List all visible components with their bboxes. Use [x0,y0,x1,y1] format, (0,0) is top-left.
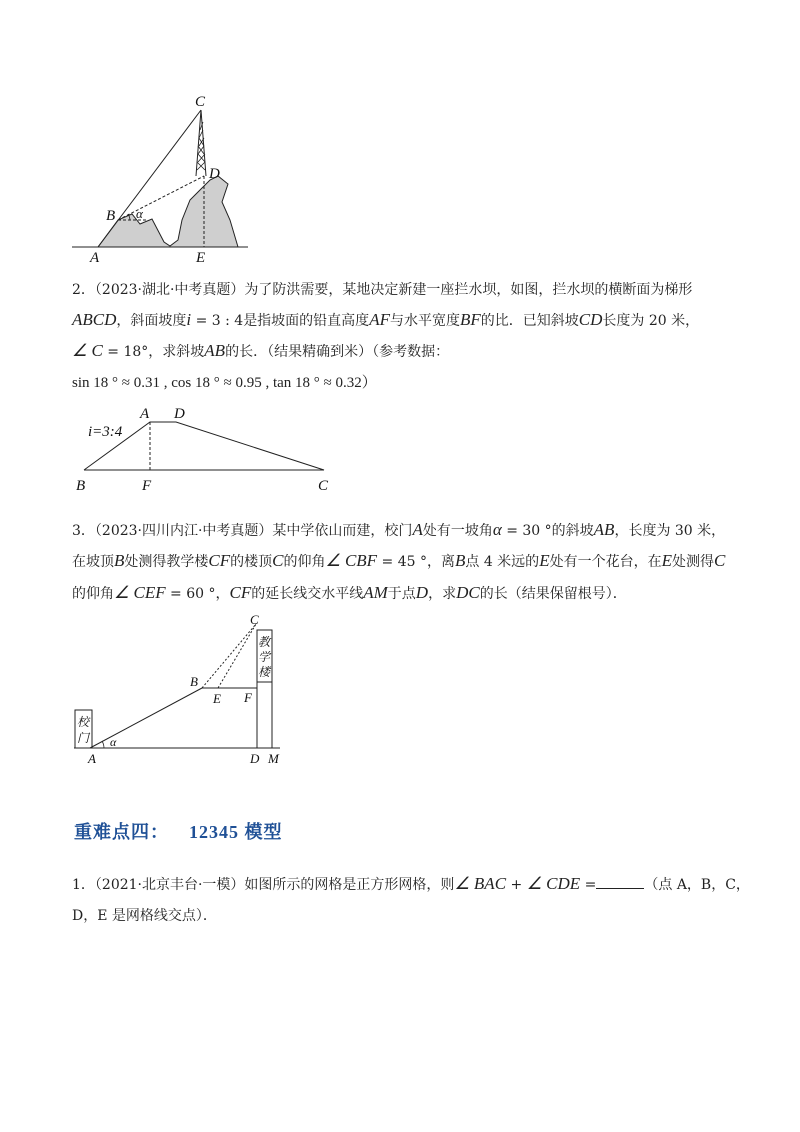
figure-dam [72,402,342,494]
tower-left [196,110,201,176]
problem2-line4: sin 18 ° ≈ 0.31 , cos 18 ° ≈ 0.95 , tan 18 ° ≈ 0.32） [72,375,377,391]
problem3-line3 [72,585,627,602]
text-AB: AB [204,341,226,360]
text-A: A [412,520,423,539]
label-A: A [88,751,96,766]
problem3-line2 [72,553,725,570]
text-DC: DC [456,583,480,602]
text-seg: 处测得 [671,554,714,570]
angle-arc [102,741,104,748]
text-seg: ，斜面坡度 [116,313,187,329]
building-char-2: 学 [258,650,271,664]
text-seg: 处测得教学楼 [124,554,209,570]
text-AM: AM [363,583,388,602]
heading-title: 12345 模型 [189,822,283,842]
text-seg: = [580,877,597,893]
label-D: D [174,406,185,422]
text-seg: = 18°，求斜坡 [102,344,205,360]
problem3-line1 [72,522,725,539]
text-angle-CEF: ∠ CEF [114,583,166,602]
section-heading [74,818,283,844]
text-ABCD: ABCD [72,310,117,329]
text-seg: = 30 °的斜坡 [501,523,594,539]
text-D: D [415,583,429,602]
label-B: B [76,478,86,494]
figure-tower-hill [70,92,250,267]
gate-char-2: 门 [77,731,90,745]
text-seg: 的延长线交水平线 [251,586,364,602]
problem2-line2 [72,312,699,329]
label-alpha: α [136,206,143,221]
heading-label: 重难点四： [74,822,169,843]
text-CF: CF [208,551,231,570]
label-F: F [244,690,252,705]
figure-school [70,610,300,770]
text-seg: 处有一个花台，在 [549,554,662,570]
label-A: A [140,406,150,422]
text-B: B [114,551,125,570]
label-M: M [268,751,279,766]
text-seg: 3．（2023·四川内江·中考真题）某中学依山而建，校门 [72,523,413,539]
text-C: C [272,551,284,570]
text-seg: 的仰角 [283,554,326,570]
text-seg: = 60 °， [165,586,230,602]
label-E: E [213,691,221,706]
text-seg: 的仰角 [72,586,114,602]
text-CD: CD [578,310,603,329]
label-alpha: α [110,735,117,749]
text-E: E [539,551,550,570]
text-angle-BAC: ∠ BAC [454,874,507,893]
text-seg: 的比．已知斜坡 [480,313,579,329]
text-seg: 的长（结果保留根号）． [479,586,627,602]
problem2-line3 [72,343,449,360]
building-char-3: 楼 [258,665,271,679]
sight-BC [202,624,256,688]
text-seg: 处有一坡角 [422,523,493,539]
label-B: B [190,674,198,689]
label-C: C [318,478,329,494]
text-angle-CBF: ∠ CBF [325,551,378,570]
label-A: A [90,250,100,266]
text-seg: 于点 [387,586,416,602]
text-seg: = 45 °，离 [377,554,455,570]
text-angle-CDE: ∠ CDE [526,874,581,893]
text-seg: ，求 [428,586,457,602]
problem4-line2: D，E 是网格线交点）． [72,908,217,924]
building-char-1: 教 [258,635,271,649]
label-E: E [196,250,206,266]
text-C2: C [713,551,726,570]
slope-AB [90,688,202,748]
hill-shape [98,176,238,247]
text-seg: + [506,877,527,893]
text-AB: AB [593,520,615,539]
text-seg: ，长度为 30 米， [614,523,726,539]
label-F: F [142,478,152,494]
label-D: D [250,751,260,766]
text-seg: 是指坡面的铅直高度 [243,313,370,329]
text-angle-C: ∠ C [72,341,103,360]
text-BF: BF [459,310,481,329]
text-seg: 的楼顶 [230,554,273,570]
text-seg: 1．（2021·北京丰台·一模）如图所示的网格是正方形网格，则 [72,877,455,893]
label-D: D [209,166,220,182]
label-C: C [195,94,206,110]
text-seg: 在坡顶 [72,554,114,570]
text-seg: 点 4 米远的 [465,554,540,570]
text-i: i [186,310,192,329]
answer-blank[interactable] [596,876,644,889]
text-AF: AF [369,310,390,329]
label-slope: i=3:4 [88,424,123,440]
text-seg: 长度为 20 米， [602,313,700,329]
problem2-line1: 2．（2023·湖北·中考真题）为了防洪需要，某地决定新建一座拦水坝，如图，拦水坝的横断面为梯形 [72,282,693,298]
text-alpha: α [492,520,502,539]
text-seg: 的长．（结果精确到米）（参考数据： [225,344,450,360]
text-CF2: CF [229,583,252,602]
problem4-line1 [72,876,750,893]
tower-lattice [197,122,205,170]
sight-EC [218,624,256,688]
label-B: B [106,208,116,224]
text-seg: （点 A，B，C， [644,877,750,893]
gate-char-1: 校 [77,715,90,729]
text-seg: = 3 : 4 [191,313,244,329]
text-B2: B [454,551,466,570]
label-C: C [250,612,259,627]
text-seg: 与水平宽度 [389,313,460,329]
text-E2: E [661,551,672,570]
